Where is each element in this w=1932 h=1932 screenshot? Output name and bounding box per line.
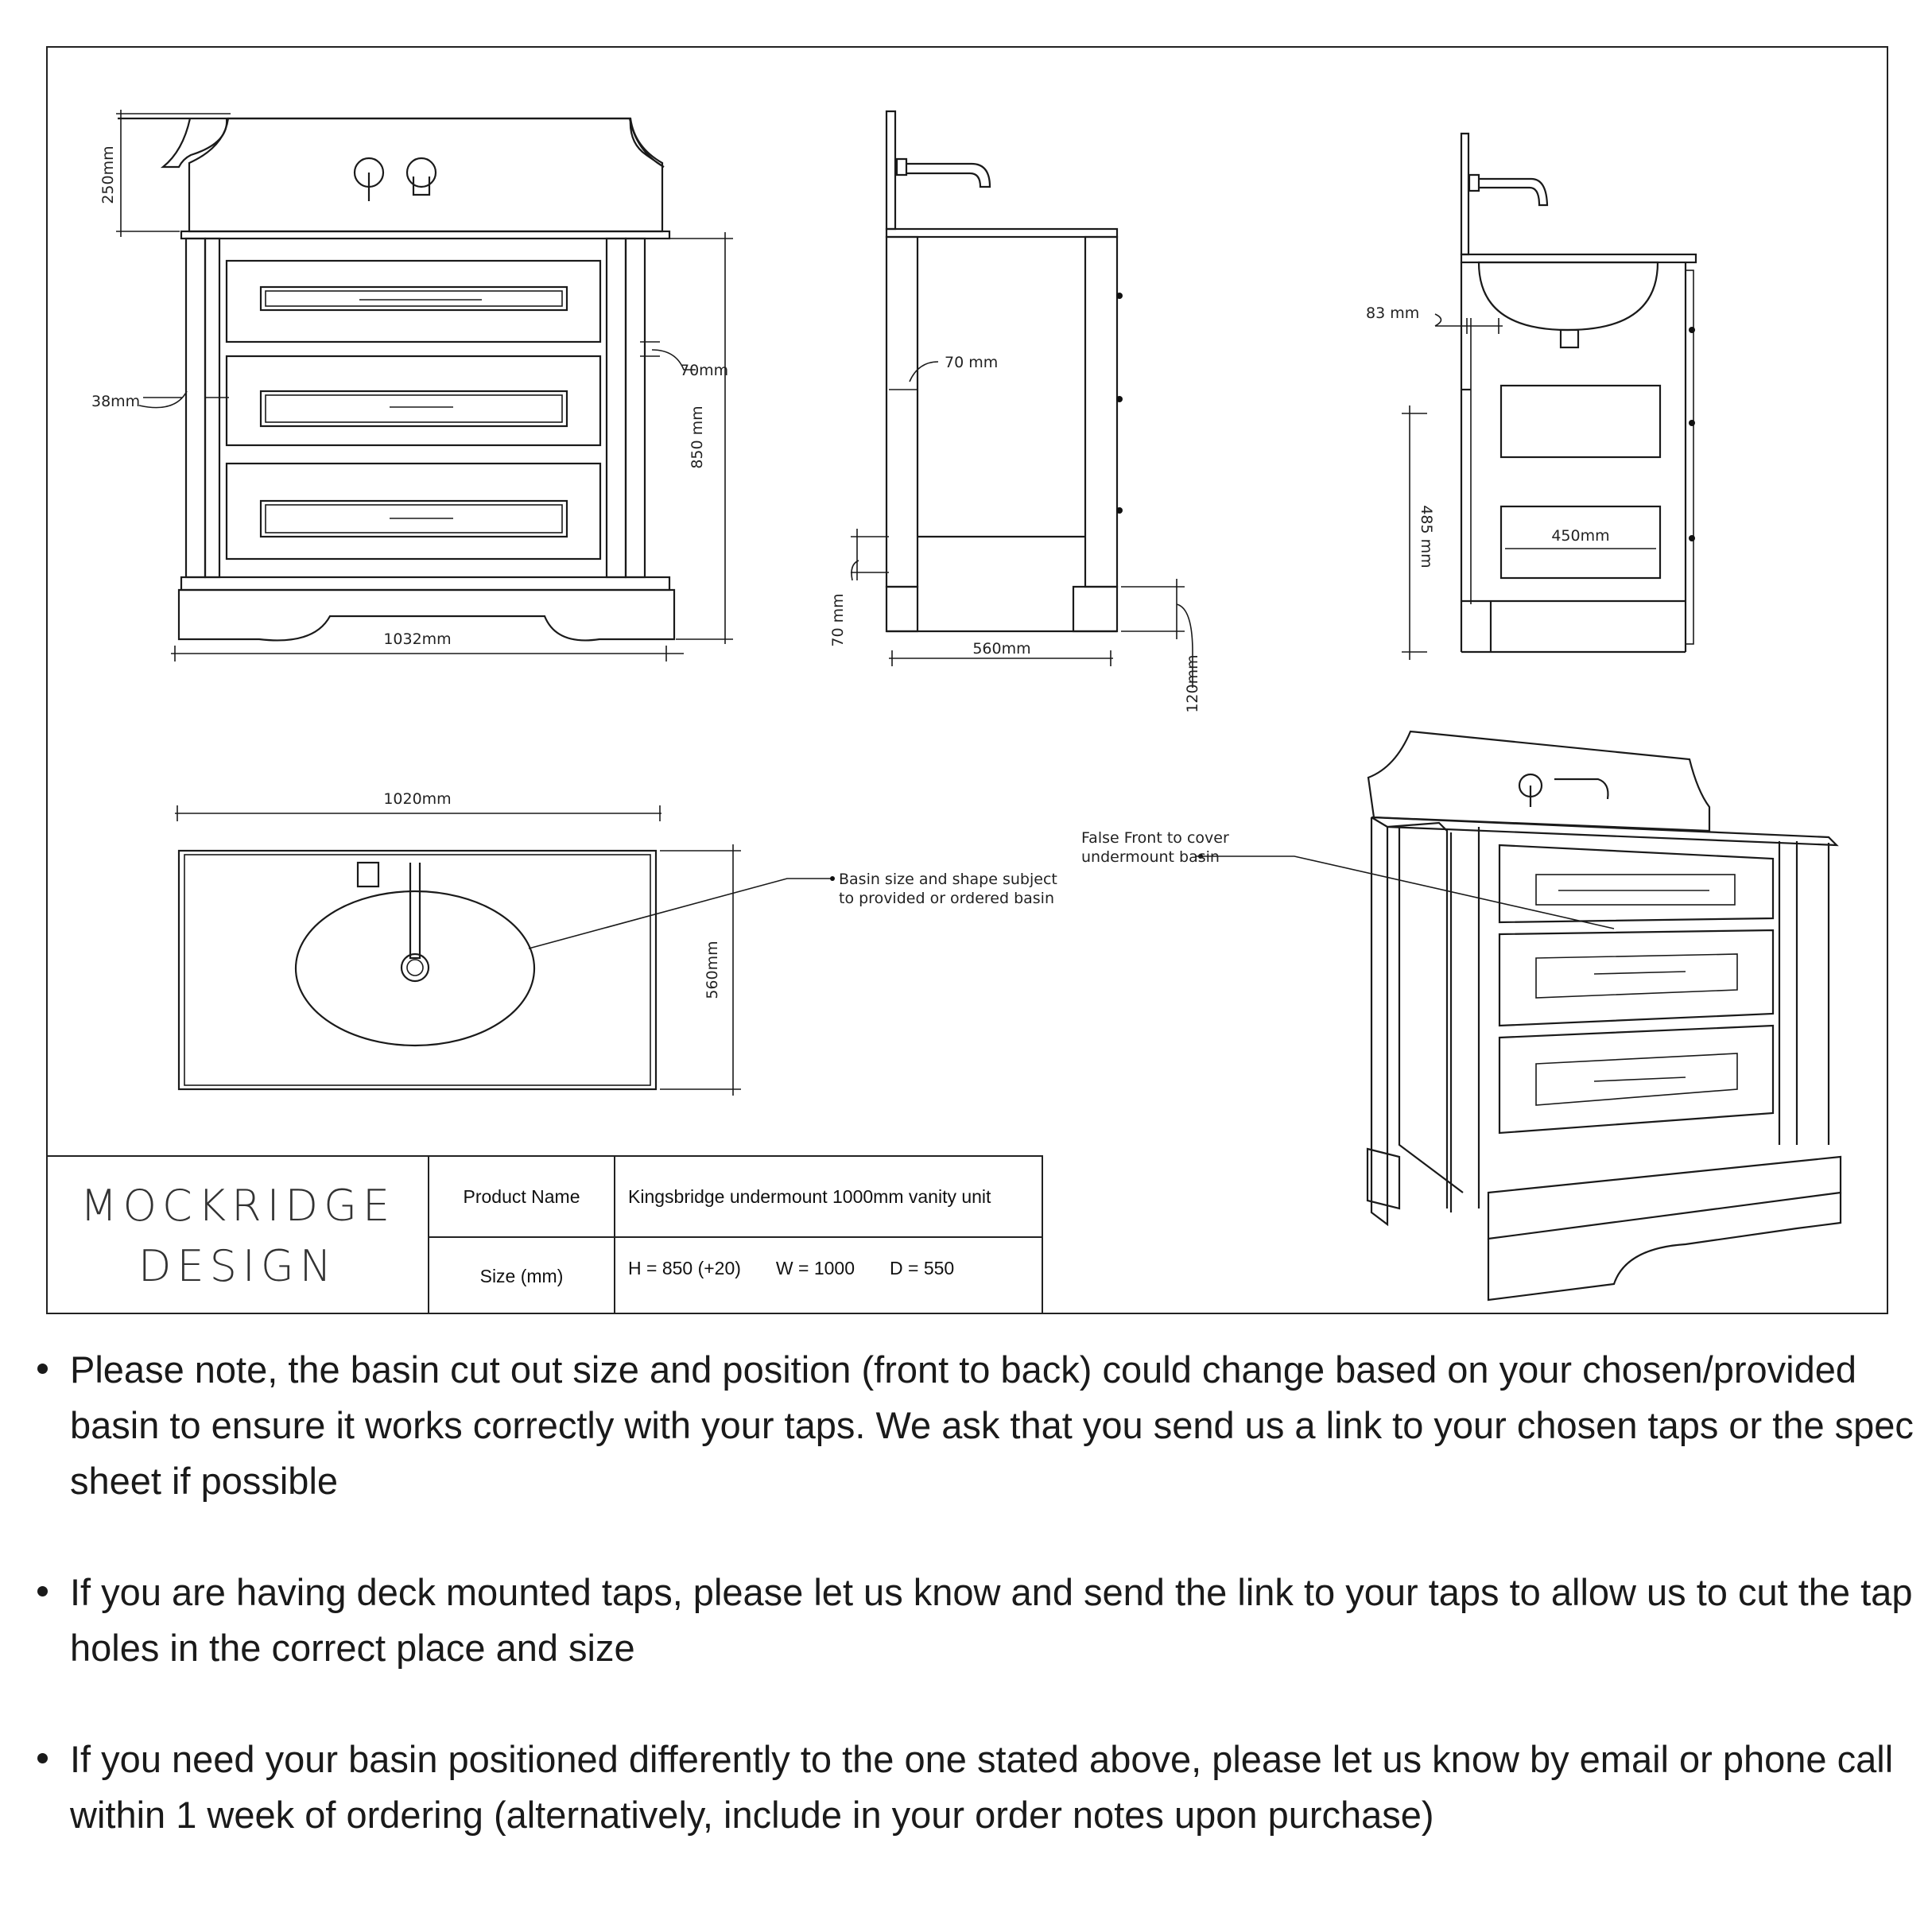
dim-section-drawer: 450mm <box>1551 527 1610 545</box>
false-front-note-line1: False Front to cover <box>1081 829 1229 847</box>
size-width: W = 1000 <box>775 1257 855 1278</box>
brand-line2: DESIGN <box>138 1241 338 1291</box>
dim-plan-width: 1020mm <box>383 790 452 808</box>
plan-view <box>175 790 1057 1096</box>
section-view <box>1366 134 1696 660</box>
title-block <box>48 1155 1043 1314</box>
product-name-value: Kingsbridge undermount 1000mm vanity unit <box>628 1185 991 1207</box>
dim-front-width: 1032mm <box>383 630 452 648</box>
list-item: If you need your basin positioned differently to the one stated above, please let us know by email or phone call within 1 week of ordering (alternatively, include in your order notes upon purchase) <box>32 1732 1916 1843</box>
list-item: If you are having deck mounted taps, please let us know and send the link to your taps to allow us to cut the tap holes in the correct place and size <box>32 1565 1916 1676</box>
dim-backsplash-height: 250mm <box>99 145 117 204</box>
dim-side-foot: 120mm <box>1184 654 1201 713</box>
basin-note-line2: to provided or ordered basin <box>839 890 1055 907</box>
drawing-sheet <box>46 46 1888 1314</box>
side-elevation-view <box>829 111 1201 713</box>
dim-leg-width: 38mm <box>91 393 141 410</box>
product-name-label: Product Name <box>463 1185 580 1207</box>
dim-rail-height: 70mm <box>680 362 729 379</box>
dim-side-plinth: 70 mm <box>829 593 847 647</box>
dim-front-height: 850 mm <box>689 405 706 469</box>
brand-logo <box>48 1157 429 1314</box>
dim-side-depth: 560mm <box>972 640 1031 658</box>
size-depth: D = 550 <box>890 1257 955 1278</box>
notes-list <box>32 1342 1916 1899</box>
basin-note-line1: Basin size and shape subject <box>839 871 1057 888</box>
dim-section-opening: 485 mm <box>1418 505 1435 568</box>
false-front-note-line2: undermount basin <box>1081 848 1220 866</box>
dim-side-rail: 70 mm <box>945 354 999 371</box>
perspective-view <box>1081 731 1841 1300</box>
dim-plan-depth: 560mm <box>704 941 721 999</box>
size-label: Size (mm) <box>479 1265 564 1286</box>
technical-drawing <box>48 48 1888 1314</box>
front-elevation-view <box>91 110 733 661</box>
size-height: H = 850 (+20) <box>628 1257 741 1278</box>
brand-line1: MOCKRIDGE <box>80 1181 396 1231</box>
size-values <box>628 1228 1042 1308</box>
list-item: Please note, the basin cut out size and position (front to back) could change based on your chosen/provided basin to ensure it works correctly with your taps. We ask that you send us a link to your chosen taps or the spec sheet if possible <box>32 1342 1916 1509</box>
dim-section-offset: 83 mm <box>1366 305 1420 322</box>
